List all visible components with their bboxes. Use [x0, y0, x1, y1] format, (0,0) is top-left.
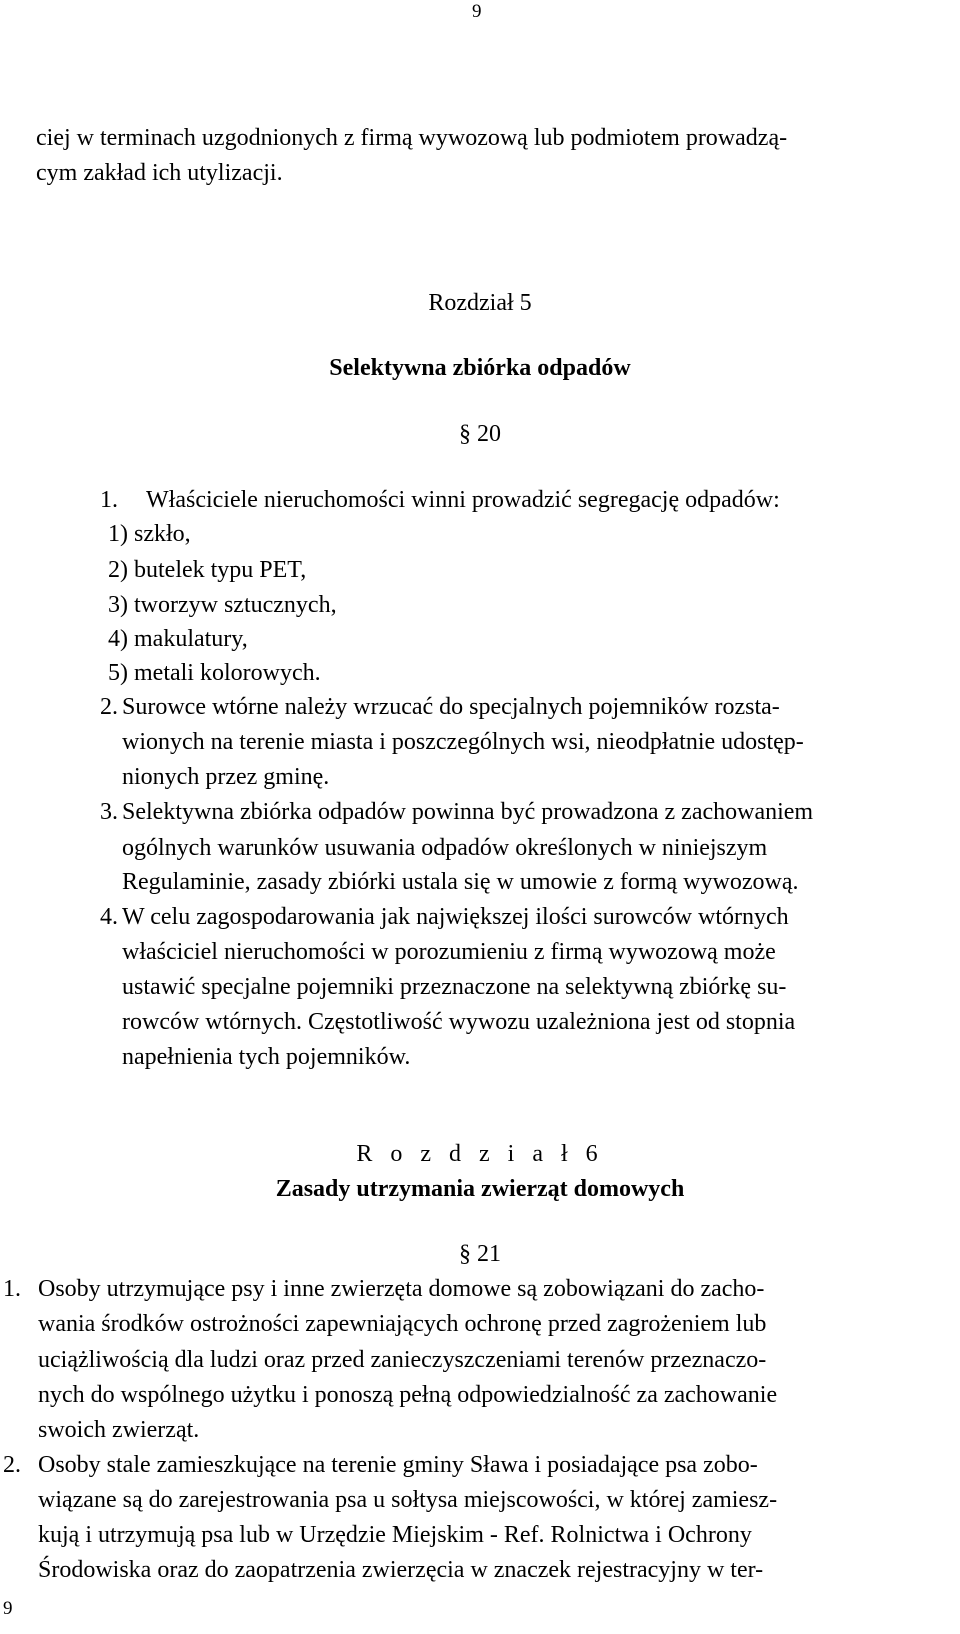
point-number: 1. — [3, 1276, 21, 1302]
point-line: uciążliwością dla ludzi oraz przed zanieczyszczeniami terenów przeznaczo- — [38, 1347, 767, 1373]
point-line: wiązane są do zarejestrowania psa u sołtysa miejscowości, w której zamiesz- — [38, 1487, 778, 1513]
intro-line: ciej w terminach uzgodnionych z firmą wywozową lub podmiotem prowadzą- — [36, 125, 788, 151]
list-item: 1) szkło, — [108, 521, 191, 547]
point-line: Regulaminie, zasady zbiórki ustala się w umowie z formą wywozową. — [122, 869, 799, 895]
chapter-6-title: Zasady utrzymania zwierząt domowych — [275, 1176, 685, 1202]
point-line: wionych na terenie miasta i poszczególnych wsi, nieodpłatnie udostęp- — [122, 729, 804, 755]
list-item: 5) metali kolorowych. — [108, 660, 321, 686]
point-line: napełnienia tych pojemników. — [122, 1044, 411, 1070]
point-line: nych do wspólnego użytku i ponoszą pełną odpowiedzialność za zachowanie — [38, 1382, 778, 1408]
list-item: 4) makulatury, — [108, 626, 248, 652]
list-item: 2) butelek typu PET, — [108, 557, 307, 583]
point-line: Surowce wtórne należy wrzucać do specjalnych pojemników rozsta- — [122, 694, 780, 720]
point-number: 1. — [100, 487, 118, 513]
point-line: Środowiska oraz do zaopatrzenia zwierzęcia w znaczek rejestracyjny w ter- — [38, 1557, 764, 1583]
point-line: rowców wtórnych. Częstotliwość wywozu uzależniona jest od stopnia — [122, 1009, 796, 1035]
point-line: ogólnych warunków usuwania odpadów określonych w niniejszym — [122, 835, 768, 861]
point-number: 3. — [100, 799, 118, 825]
point-line: wania środków ostrożności zapewniających ochronę przed zagrożeniem lub — [38, 1311, 767, 1337]
intro-line: cym zakład ich utylizacji. — [36, 160, 283, 186]
point-number: 4. — [100, 904, 118, 930]
point-line: swoich zwierząt. — [38, 1417, 200, 1443]
point-line: Osoby utrzymujące psy i inne zwierzęta domowe są zobowiązani do zacho- — [38, 1276, 765, 1302]
chapter-6-label: R o z d z i a ł 6 — [356, 1141, 604, 1167]
point-line: Osoby stale zamieszkujące na terenie gminy Sława i posiadające psa zobo- — [38, 1452, 758, 1478]
chapter-5-label: Rozdział 5 — [428, 290, 532, 316]
chapter-5-title: Selektywna zbiórka odpadów — [329, 355, 631, 381]
point-line: właściciel nieruchomości w porozumieniu z firmą wywozową może — [122, 939, 776, 965]
point-number: 2. — [3, 1452, 21, 1478]
point-line: Właściciele nieruchomości winni prowadzić segregację odpadów: — [146, 487, 780, 513]
point-line: nionych przez gminę. — [122, 764, 330, 790]
point-line: ustawić specjalne pojemniki przeznaczone na selektywną zbiórkę su- — [122, 974, 787, 1000]
list-item: 3) tworzyw sztucznych, — [108, 592, 337, 618]
point-number: 2. — [100, 694, 118, 720]
point-line: kują i utrzymują psa lub w Urzędzie Miejskim - Ref. Rolnictwa i Ochrony — [38, 1522, 752, 1548]
page-number-bottom: 9 — [3, 1598, 13, 1619]
section-21: § 21 — [459, 1241, 501, 1267]
page-number-top: 9 — [472, 1, 482, 22]
section-20: § 20 — [459, 421, 501, 447]
point-line: Selektywna zbiórka odpadów powinna być prowadzona z zachowaniem — [122, 799, 814, 825]
point-line: W celu zagospodarowania jak największej ilości surowców wtórnych — [122, 904, 789, 930]
